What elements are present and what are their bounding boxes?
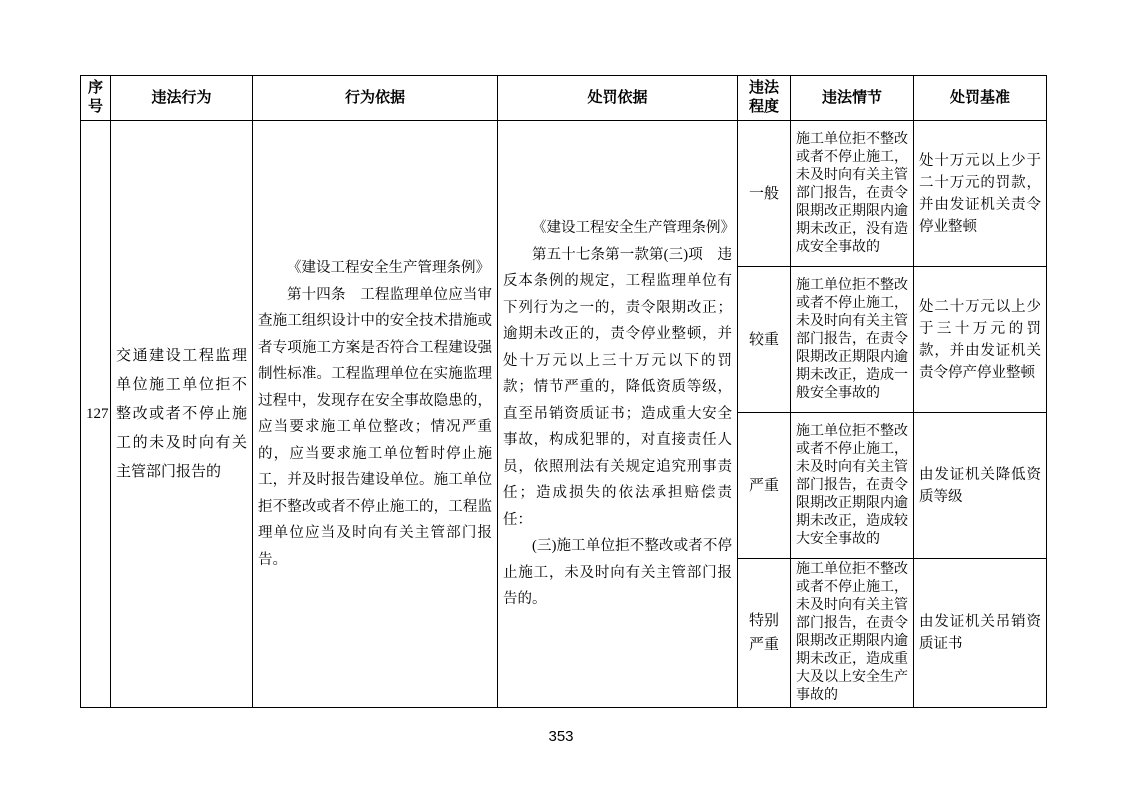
header-seq: 序号 <box>81 76 111 121</box>
cell-circumstance: 施工单位拒不整改或者不停止施工，未及时向有关主管部门报告，在责令限期改正期限内逾期未改正，造成一般安全事故的 <box>791 267 914 413</box>
header-penalty-basis: 处罚依据 <box>498 76 738 121</box>
header-behavior-basis: 行为依据 <box>253 76 498 121</box>
penalty-basis-title: 《建设工程安全生产管理条例》 <box>532 220 735 237</box>
cell-penalty-standard: 处十万元以上少于二十万元的罚款，并由发证机关责令停业整顿 <box>914 121 1047 267</box>
cell-behavior-basis <box>253 121 498 708</box>
cell-severity-level: 特别严重 <box>738 559 791 708</box>
penalty-basis-body: 第五十七条第一款第(三)项 违反本条例的规定，工程监理单位有下列行为之一的，责令限期改正；逾期未改正的，责令停业整顿，并处十万元以上三十万元以下的罚款；情节严重的，降低资质等级，直至吊销资质证书；造成重大安全事故，构成犯罪的，对直接责任人员，依照刑法有关规定追究刑事责任；造成损失的依法承担赔偿责任： <box>503 246 732 528</box>
cell-circumstance: 施工单位拒不整改或者不停止施工，未及时向有关主管部门报告，在责令限期改正期限内逾期未改正，造成重大及以上安全生产事故的 <box>791 559 914 708</box>
cell-circumstance: 施工单位拒不整改或者不停止施工，未及时向有关主管部门报告，在责令限期改正期限内逾期未改正，造成较大安全事故的 <box>791 413 914 559</box>
header-violation: 违法行为 <box>111 76 253 121</box>
behavior-basis-title: 《建设工程安全生产管理条例》 <box>287 260 490 276</box>
cell-penalty-standard: 处二十万元以上少于三十万元的罚款，并由发证机关责令停产停业整顿 <box>914 267 1047 413</box>
cell-severity-level: 较重 <box>738 267 791 413</box>
header-circumstance: 违法情节 <box>791 76 914 121</box>
cell-penalty-standard: 由发证机关吊销资质证书 <box>914 559 1047 708</box>
cell-circumstance: 施工单位拒不整改或者不停止施工，未及时向有关主管部门报告，在责令限期改正期限内逾期未改正，没有造成安全事故的 <box>791 121 914 267</box>
cell-severity-level: 严重 <box>738 413 791 559</box>
cell-violation-behavior: 交通建设工程监理单位施工单位拒不整改或者不停止施工的未及时向有关主管部门报告的 <box>111 121 253 708</box>
cell-severity-level: 一般 <box>738 121 791 267</box>
cell-penalty-basis <box>498 121 738 708</box>
table-row-severity-general <box>81 121 1047 267</box>
cell-seq-number: 127 <box>81 121 111 708</box>
cell-penalty-standard: 由发证机关降低资质等级 <box>914 413 1047 559</box>
penalty-basis-item: (三)施工单位拒不整改或者不停止施工，未及时向有关主管部门报告的。 <box>503 538 732 608</box>
header-penalty-standard: 处罚基准 <box>914 76 1047 121</box>
table-header-row <box>81 76 1047 121</box>
page-number: 353 <box>548 728 574 745</box>
behavior-basis-body: 第十四条 工程监理单位应当审查施工组织设计中的安全技术措施或者专项施工方案是否符合工程建设强制性标准。工程监理单位在实施监理过程中，发现存在安全事故隐患的，应当要求施工单位整改；情况严重的，应当要求施工单位暂时停止施工，并及时报告建设单位。施工单位拒不整改或者不停止施工的，工程监理单位应当及时向有关主管部门报告。 <box>258 286 492 568</box>
penalty-table <box>80 75 1047 708</box>
header-severity-level: 违法程度 <box>738 76 791 121</box>
